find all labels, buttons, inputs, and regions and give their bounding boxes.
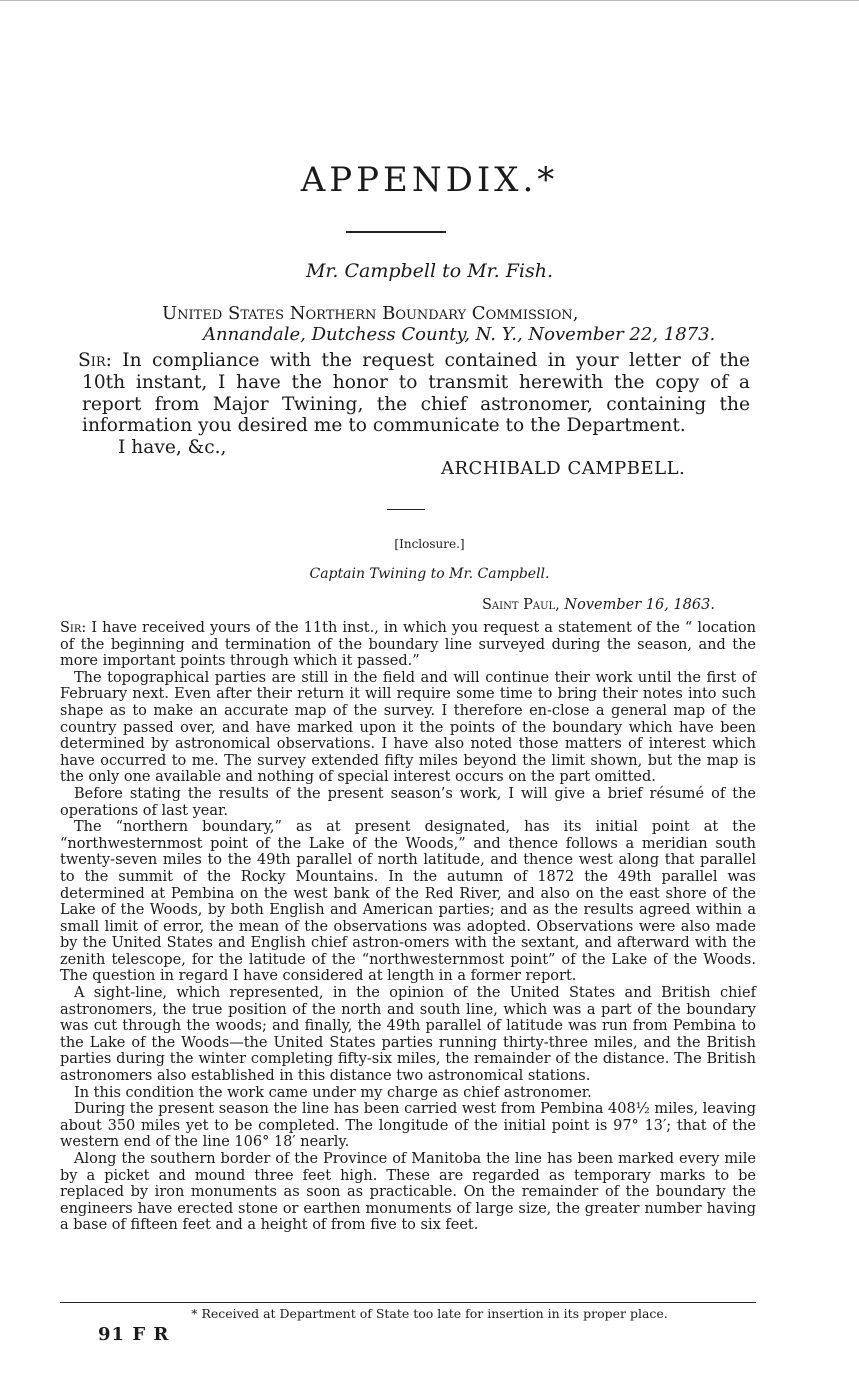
- title-divider: [346, 231, 446, 233]
- section-divider: [387, 509, 425, 510]
- report-paragraph: Along the southern border of the Province of Manitoba the line has been marked every mile by a picket and mound three feet high. These are regarded as temporary marks to be replaced by iron monuments as soon as practicable. On the remainder of the boundary the engineers have erected stone or earthen monuments of large size, the greater number having a base of fifteen feet and a height of from five to six feet.: [60, 1151, 756, 1234]
- letter-text: In compliance with the request contained in your letter of the 10th instant, I have the honor to transmit herewith the copy of a report from Major Twining, the chief astronomer, containing the information you desired me to communicate to the Department.: [82, 350, 750, 437]
- report-salutation: Sir:: [60, 620, 87, 636]
- letter-body: [78, 350, 750, 437]
- top-edge-rule: [0, 0, 859, 1]
- inclosure-place: Saint Paul,: [482, 597, 560, 613]
- report-paragraph: In this condition the work came under my charge as chief astronomer.: [74, 1084, 592, 1101]
- report-paragraph: Sir: I have received yours of the 11th inst., in which you request a statement of the “ location of the beginning and termination of the boundary line surveyed during the season, and the more important points through which it passed.”: [60, 620, 756, 670]
- inclosure-date: November 16, 1863.: [564, 597, 715, 613]
- letter-salutation: Sir:: [78, 350, 112, 371]
- commission-name: United States Northern Boundary Commission,: [162, 303, 579, 324]
- printer-signature: 91 F R: [98, 1324, 170, 1345]
- report-paragraph: The topographical parties are still in the field and will continue their work until the first of February next. Even after their return it will require some time to bring their notes into such shape as to make an accurate map of the survey. I therefore en-close a general map of the country passed over, and have marked upon it the points of the boundary which have been determined by astronomical observations. I have also noted those matters of interest which have occurred to me. The survey extended fifty miles beyond the limit shown, but the map is the only one available and nothing of special interest occurs on the part omitted.: [60, 669, 756, 786]
- letter-header: Mr. Campbell to Mr. Fish.: [305, 260, 554, 282]
- report-paragraph: A sight-line, which represented, in the opinion of the United States and British chief astronomers, the true position of the north and south line, which was a part of the boundary was cut through the woods; and finally, the 49th parallel of latitude was run from Pembina to the Lake of the Woods—the United States parties running thirty-three miles, and the British parties during the winter completing fifty-six miles, the remainder of the distance. The British astronomers also established in this distance two astronomical stations.: [60, 985, 756, 1085]
- letter-signer: ARCHIBALD CAMPBELL.: [441, 458, 686, 479]
- letter-dateline: Annandale, Dutchess County, N. Y., November 22, 1873.: [203, 324, 716, 345]
- letter-closing: I have, &c.,: [118, 437, 227, 458]
- page-title: APPENDIX.*: [300, 160, 559, 200]
- inclosure-header: Captain Twining to Mr. Campbell.: [309, 566, 550, 582]
- report-body: [60, 620, 756, 1234]
- footnote-rule: [60, 1302, 756, 1303]
- inclosure-label: [Inclosure.]: [394, 537, 465, 551]
- footnote: * Received at Department of State too late for insertion in its proper place.: [191, 1306, 668, 1321]
- report-paragraph: The “northern boundary,” as at present designated, has its initial point at the “northwesternmost point of the Lake of the Woods,” and thence follows a meridian south twenty-seven miles to the 49th parallel of north latitude, and thence west along that parallel to the summit of the Rocky Mountains. In the autumn of 1872 the 49th parallel was determined at Pembina on the west bank of the Red River, and also on the east shore of the Lake of the Woods, by both English and American parties; and as the results agreed within a small limit of error, the mean of the observations was adopted. Observations were also made by the United States and English chief astron-omers with the sextant, and afterward with the zenith telescope, for the latitude of the “northwesternmost point” of the Lake of the Woods. The question in regard I have considered at length in a former report.: [60, 819, 756, 985]
- report-paragraph: Before stating the results of the present season’s work, I will give a brief résumé of the operations of last year.: [60, 785, 756, 819]
- inclosure-dateline: [482, 597, 715, 613]
- report-paragraph: During the present season the line has been carried west from Pembina 408½ miles, leaving about 350 miles yet to be completed. The longitude of the initial point is 97° 13′; that of the western end of the line 106° 18′ nearly.: [60, 1101, 756, 1151]
